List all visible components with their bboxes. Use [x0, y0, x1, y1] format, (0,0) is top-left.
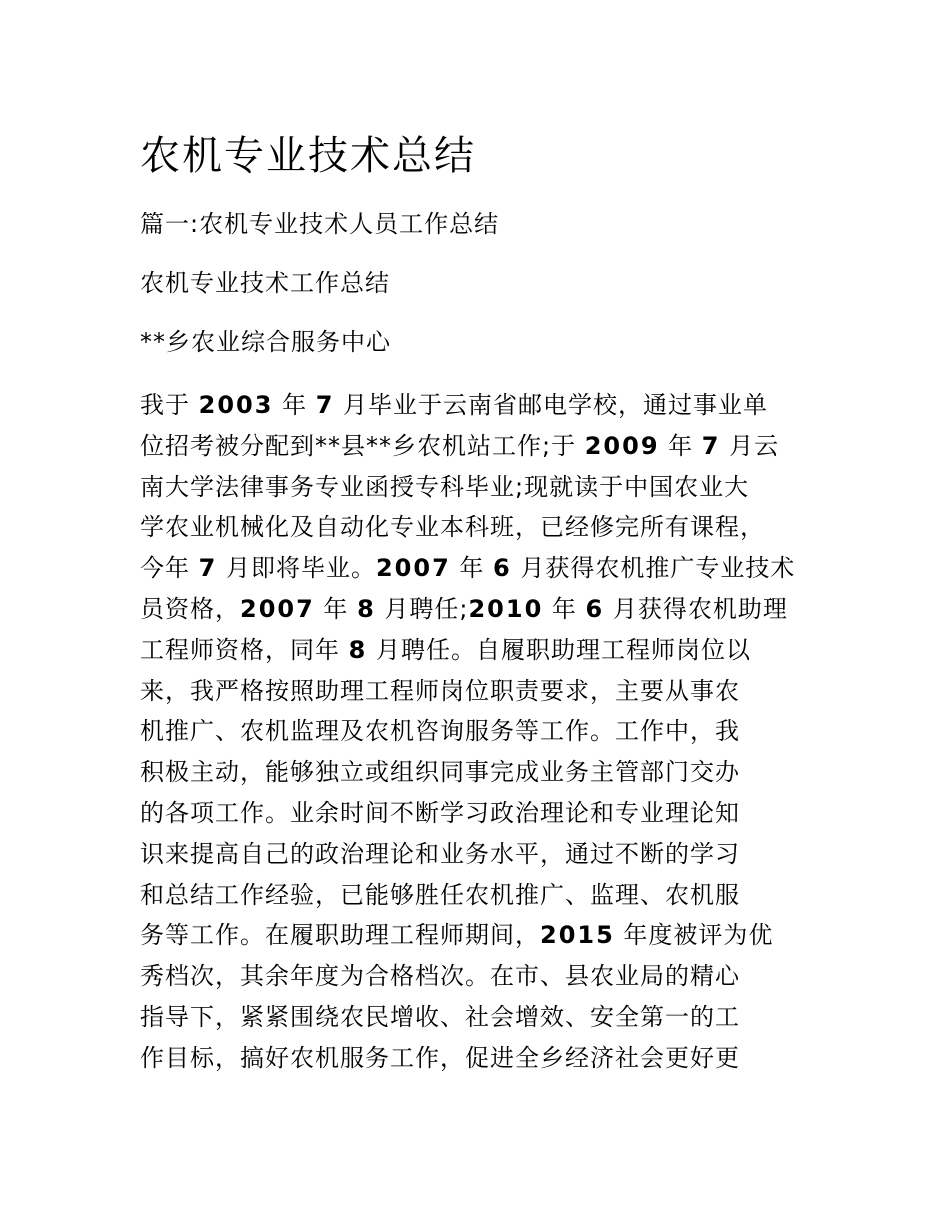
body-number: 2015 [540, 921, 615, 950]
body-text: 月即将毕业。 [217, 554, 376, 583]
body-line [140, 548, 820, 589]
body-text: 月聘任; [375, 594, 469, 623]
body-text: 年度被评为优 [614, 921, 774, 950]
body-text: 年 [314, 594, 358, 623]
body-text: 秀档次，其余年度为合格档次。在市、县农业局的精心 [140, 962, 740, 991]
body-number: 6 [585, 594, 605, 623]
subtitle: 农机专业技术工作总结 [140, 269, 390, 297]
body-line [140, 752, 820, 793]
section-heading: 篇一:农机专业技术人员工作总结 [140, 210, 500, 238]
body-line [140, 671, 820, 712]
body-line [140, 997, 820, 1038]
body-number: 8 [348, 635, 368, 664]
body-text: 月云 [720, 431, 780, 460]
body-text: 今年 [140, 554, 199, 583]
body-number: 2007 [240, 594, 315, 623]
body-number: 7 [198, 554, 218, 583]
body-number: 2007 [375, 554, 451, 583]
body-line [140, 426, 820, 467]
body-text: 来，我严格按照助理工程师岗位职责要求，主要从事农 [140, 676, 740, 705]
body-text: 和总结工作经验，已能够胜任农机推广、监理、农机服 [140, 880, 740, 909]
body-text: 作目标，搞好农机服务工作，促进全乡经济社会更好更 [140, 1043, 740, 1072]
body-line [140, 834, 820, 875]
body-text: 月获得农机推广专业技术 [511, 554, 796, 583]
body-line [140, 507, 820, 548]
body-line [140, 467, 820, 508]
body-number: 2010 [468, 594, 544, 623]
body-number: 8 [357, 594, 376, 623]
body-text: 务等工作。在履职助理工程师期间， [140, 921, 540, 950]
body-text: 年 [543, 594, 586, 623]
body-text: 南大学法律事务专业函授专科毕业;现就读于中国农业大 [140, 472, 750, 501]
body-paragraph [140, 385, 820, 1079]
body-number: 7 [701, 431, 721, 460]
body-text: 月获得农机助理 [604, 594, 788, 623]
document-title: 农机专业技术总结 [140, 133, 476, 179]
body-text: 年 [273, 391, 316, 419]
body-line [140, 956, 820, 997]
body-text: 的各项工作。业余时间不断学习政治理论和专业理论知 [140, 798, 740, 827]
body-number: 7 [315, 391, 335, 419]
body-text: 位招考被分配到**县**乡农机站工作;于 [140, 431, 585, 460]
body-text: 学农业机械化及自动化专业本科班，已经修完所有课程， [140, 513, 765, 542]
body-number: 6 [493, 554, 512, 583]
body-text: 年 [450, 554, 494, 583]
body-line [140, 875, 820, 916]
body-number: 2009 [584, 431, 660, 460]
body-line [140, 793, 820, 834]
body-text: 机推广、农机监理及农机咨询服务等工作。工作中，我 [140, 717, 740, 746]
body-text: 年 [659, 431, 702, 460]
organization-name: **乡农业综合服务中心 [140, 328, 391, 356]
body-text: 我于 [140, 391, 199, 419]
body-text: 指导下，紧紧围绕农民增收、社会增效、安全第一的工 [140, 1002, 740, 1031]
body-text: 工程师资格，同年 [140, 635, 349, 664]
body-text: 月聘任。自履职助理工程师岗位以 [367, 635, 751, 664]
body-line [140, 711, 820, 752]
body-line [140, 385, 820, 426]
body-text: 员资格， [140, 594, 240, 623]
body-line [140, 589, 820, 630]
body-text: 识来提高自己的政治理论和业务水平，通过不断的学习 [140, 839, 740, 868]
body-text: 积极主动，能够独立或组织同事完成业务主管部门交办 [140, 758, 740, 787]
body-number: 2003 [198, 391, 274, 419]
body-line [140, 915, 820, 956]
body-text: 月毕业于云南省邮电学校，通过事业单 [334, 391, 769, 419]
body-line [140, 1038, 820, 1079]
body-line [140, 630, 820, 671]
